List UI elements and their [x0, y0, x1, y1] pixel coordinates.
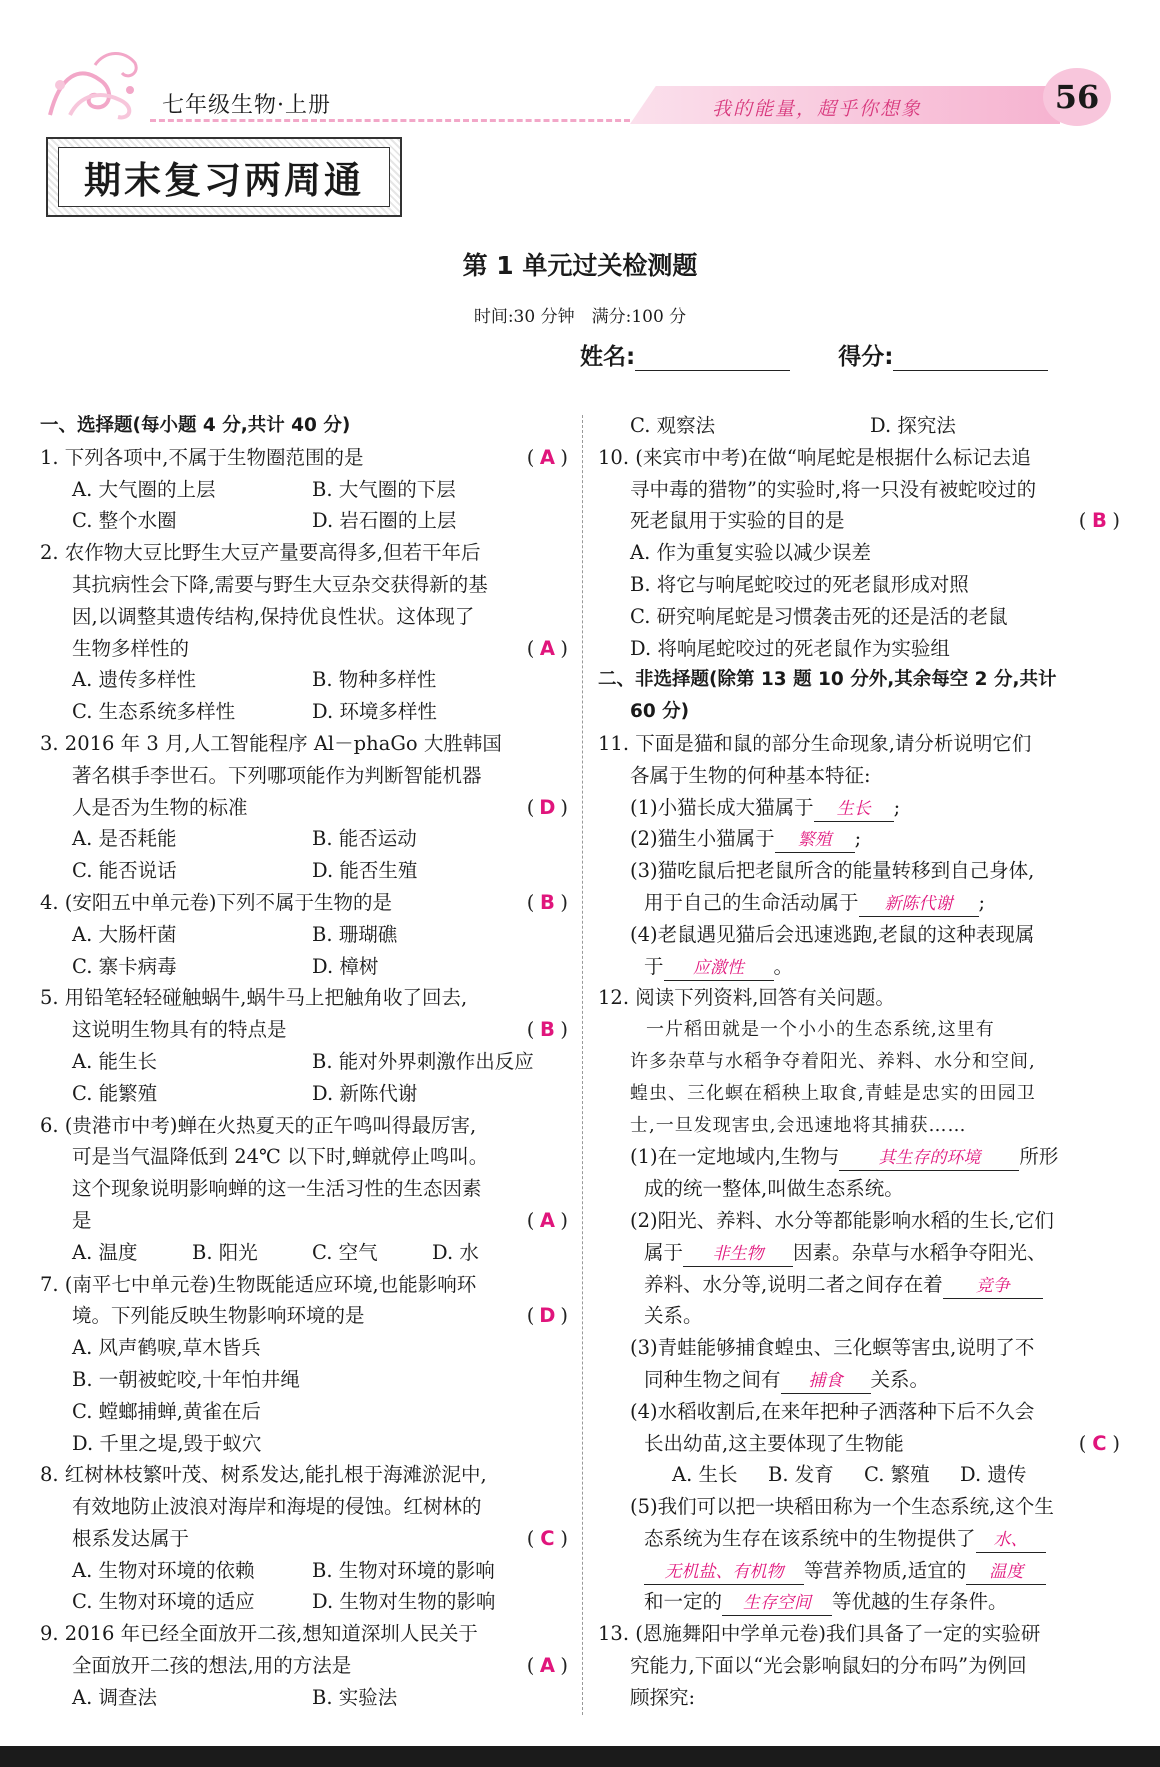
option: B. 生物对环境的影响	[312, 1558, 495, 1582]
name-blank[interactable]	[635, 348, 790, 371]
option: A. 生长	[672, 1463, 738, 1487]
option: D. 生物对生物的影响	[312, 1590, 496, 1614]
sub-question-cont: 养料、水分等,说明二者之间存在着 竞争	[598, 1269, 1120, 1301]
question-5: 5. 用铅笔轻轻碰触蜗牛,蜗牛马上把触角收了回去,	[40, 986, 468, 1010]
option: A. 作为重复实验以减少误差	[630, 541, 871, 565]
reading-passage: 士,一旦发现害虫,会迅速地将其捕获……	[630, 1114, 967, 1136]
options-row	[40, 664, 568, 696]
question-3: 3. 2016 年 3 月,人工智能程序 Al－phaGo 大胜韩国	[40, 731, 502, 755]
sub-question-cont: 态系统为生存在该系统中的生物提供了 水、	[598, 1523, 1120, 1555]
answer-mark: ( A )	[526, 1654, 568, 1678]
question-text: 因,以调整其遗传结构,保持优良性状。这体现了	[72, 604, 475, 628]
question-9: 9. 2016 年已经全面放开二孩,想知道深圳人民关于	[40, 1622, 478, 1646]
section-banner-text: 期末复习两周通	[58, 147, 390, 207]
sub-question: (1)在一定地域内,生物与 其生存的环境 所形	[598, 1141, 1120, 1173]
option: B. 大气圈的下层	[312, 477, 456, 501]
sub-question-cont: 用于自己的生命活动属于 新陈代谢 ;	[598, 887, 1120, 919]
answer-mark: ( C )	[1078, 1431, 1120, 1455]
question-text: 其抗病性会下降,需要与野生大豆杂交获得新的基	[72, 572, 488, 596]
answer-mark: ( A )	[526, 1208, 568, 1232]
answer-blank[interactable]: 应激性	[664, 956, 774, 981]
sub-question-cont: 成的统一整体,叫做生态系统。	[644, 1177, 904, 1201]
options-row	[40, 505, 568, 537]
question-text: 是 ( A )	[40, 1205, 568, 1237]
question-text: 死老鼠用于实验的目的是 ( B )	[598, 505, 1120, 537]
option: A. 是否耗能	[72, 827, 177, 851]
sub-question-cont: 属于 非生物 因素。杂草与水稻争夺阳光、	[598, 1237, 1120, 1269]
option: A. 温度	[72, 1240, 138, 1264]
question-8: 8. 红树林枝繁叶茂、树系发达,能扎根于海滩淤泥中,	[40, 1463, 487, 1487]
question-text: 著名棋手李世石。下列哪项能作为判断智能机器	[72, 763, 482, 787]
options-row	[40, 696, 568, 728]
answer-blank[interactable]: 非生物	[683, 1242, 793, 1267]
left-column	[40, 410, 568, 1714]
answer-blank[interactable]: 温度	[966, 1560, 1046, 1585]
sub-question-cont: 长出幼苗,这主要体现了生物能 ( C )	[598, 1428, 1120, 1460]
option: D. 探究法	[870, 414, 956, 437]
sub-question-cont: 于 应激性 。	[598, 951, 1120, 983]
header-dashed-divider	[150, 119, 630, 122]
answer-mark: ( B )	[526, 890, 568, 914]
sub-question: (3)猫吃鼠后把老鼠所含的能量转移到自己身体,	[630, 859, 1035, 883]
bottom-bar	[0, 1746, 1160, 1767]
option: D. 新陈代谢	[312, 1081, 418, 1105]
question-4: 4. (安阳五中单元卷)下列不属于生物的是 ( B )	[40, 887, 568, 919]
answer-mark: ( D )	[526, 1304, 568, 1328]
question-text: 这说明生物具有的特点是 ( B )	[40, 1014, 568, 1046]
name-score-line	[580, 338, 1048, 371]
sub-question: (1)小猫长成大猫属于 生长 ;	[598, 792, 1120, 824]
sub-question: (4)水稻收割后,在来年把种子洒落种下后不久会	[630, 1399, 1035, 1423]
sub-question: (5)我们可以把一块稻田称为一个生态系统,这个生	[630, 1495, 1054, 1519]
options-row	[40, 1046, 568, 1078]
option: C. 能否说话	[72, 859, 177, 883]
options-row	[40, 1586, 568, 1618]
option: B. 物种多样性	[312, 668, 437, 692]
option: D. 环境多样性	[312, 700, 437, 724]
score-label: 得分:	[838, 344, 894, 370]
question-text: 顾探究:	[630, 1685, 696, 1709]
exam-time-info: 时间:30 分钟 满分:100 分	[473, 307, 687, 327]
option: B. 将它与响尾蛇咬过的死老鼠形成对照	[630, 572, 969, 596]
question-text: 各属于生物的何种基本特征:	[630, 763, 871, 787]
option: C. 能繁殖	[72, 1081, 158, 1105]
question-13: 13. (恩施舞阳中学单元卷)我们具备了一定的实验研	[598, 1622, 1041, 1646]
option: C. 生态系统多样性	[72, 700, 236, 724]
option: B. 实验法	[312, 1685, 398, 1709]
answer-mark: ( D )	[526, 795, 568, 819]
question-11: 11. 下面是猫和鼠的部分生命现象,请分析说明它们	[598, 731, 1032, 755]
options-row	[40, 1682, 568, 1714]
option: D. 能否生殖	[312, 859, 418, 883]
option: D. 樟树	[312, 954, 379, 978]
options-row	[40, 855, 568, 887]
option: B. 珊瑚礁	[312, 922, 398, 946]
answer-blank[interactable]: 繁殖	[775, 828, 855, 853]
answer-blank[interactable]: 捕食	[781, 1369, 871, 1394]
reading-passage: 蝗虫、三化螟在稻秧上取食,青蛙是忠实的田园卫	[630, 1082, 1036, 1104]
option: A. 生物对环境的依赖	[72, 1558, 255, 1582]
question-text: 究能力,下面以“光会影响鼠妇的分布吗”为例回	[630, 1654, 1027, 1678]
question-stem: 1. 下列各项中,不属于生物圈范围的是	[40, 445, 364, 469]
option: B. 阳光	[192, 1240, 258, 1264]
section-heading-nonchoice: 二、非选择题(除第 13 题 10 分外,其余每空 2 分,共计	[598, 669, 1057, 691]
question-text: 人是否为生物的标准 ( D )	[40, 792, 568, 824]
sub-question: (2)阳光、养料、水分等都能影响水稻的生长,它们	[630, 1208, 1054, 1232]
sub-question-cont: 同种生物之间有 捕食 关系。	[598, 1364, 1120, 1396]
option: D. 将响尾蛇咬过的死老鼠作为实验组	[630, 636, 950, 660]
option: C. 生物对环境的适应	[72, 1590, 255, 1614]
option: C. 观察法	[630, 414, 716, 437]
sub-question-cont: 无机盐、有机物 等营养物质,适宜的 温度	[598, 1555, 1120, 1587]
column-divider	[582, 415, 583, 1715]
sub-question-cont: 关系。	[644, 1304, 703, 1328]
option: A. 大肠杆菌	[72, 922, 177, 946]
option: B. 能对外界刺激作出反应	[312, 1049, 534, 1073]
question-text: 根系发达属于 ( C )	[40, 1523, 568, 1555]
option: D. 千里之堤,毁于蚁穴	[72, 1431, 262, 1455]
question-12: 12. 阅读下列资料,回答有关问题。	[598, 986, 895, 1010]
option: C. 螳螂捕蝉,黄雀在后	[72, 1399, 261, 1423]
option: B. 发育	[768, 1463, 834, 1487]
reading-passage: 一片稻田就是一个小小的生态系统,这里有	[646, 1019, 995, 1041]
score-field[interactable]	[838, 338, 1048, 371]
book-title: 七年级生物·上册	[162, 93, 331, 118]
option: C. 寨卡病毒	[72, 954, 177, 978]
question-text: 寻中毒的猎物”的实验时,将一只没有被蛇咬过的	[630, 477, 1037, 501]
section-heading-nonchoice-cont: 60 分)	[630, 701, 690, 723]
section-banner	[46, 137, 402, 217]
option: A. 风声鹤唳,草木皆兵	[72, 1336, 261, 1360]
answer-blank[interactable]: 新陈代谢	[859, 892, 979, 917]
sub-question: (4)老鼠遇见猫后会迅速逃跑,老鼠的这种表现属	[630, 922, 1035, 946]
options-row	[40, 919, 568, 951]
answer-blank[interactable]: 生长	[814, 797, 894, 822]
floral-ornament-icon	[40, 45, 150, 125]
question-text: 这个现象说明影响蝉的这一生活习性的生态因素	[72, 1177, 482, 1201]
sub-question: (2)猫生小猫属于 繁殖 ;	[598, 823, 1120, 855]
answer-mark: ( A )	[526, 445, 568, 469]
question-text: 境。下列能反映生物影响环境的是 ( D )	[40, 1300, 568, 1332]
answer-blank[interactable]: 水、	[976, 1528, 1046, 1553]
option: D. 遗传	[960, 1463, 1027, 1487]
question-10: 10. (来宾市中考)在做“响尾蛇是根据什么标记去追	[598, 445, 1031, 469]
answer-blank[interactable]: 生存空间	[722, 1591, 832, 1616]
option: A. 大气圈的上层	[72, 477, 216, 501]
page-number: 56	[1043, 68, 1111, 126]
options-row	[40, 951, 568, 983]
question-7: 7. (南平七中单元卷)生物既能适应环境,也能影响环	[40, 1272, 477, 1296]
question-1	[40, 442, 568, 474]
answer-mark: ( A )	[526, 636, 568, 660]
options-row	[40, 474, 568, 506]
answer-mark: ( B )	[1078, 509, 1120, 533]
option: C. 整个水圈	[72, 509, 177, 533]
question-text: 全面放开二孩的想法,用的方法是 ( A )	[40, 1650, 568, 1682]
name-field[interactable]	[580, 338, 790, 371]
option: B. 一朝被蛇咬,十年怕井绳	[72, 1367, 300, 1391]
option: D. 水	[432, 1240, 479, 1264]
question-6: 6. (贵港市中考)蝉在火热夏天的正午鸣叫得最厉害,	[40, 1113, 477, 1137]
answer-blank[interactable]: 竞争	[943, 1274, 1043, 1299]
reading-passage: 许多杂草与水稻争夺着阳光、养料、水分和空间,	[630, 1050, 1036, 1072]
options-row	[40, 823, 568, 855]
options-row	[40, 1078, 568, 1110]
option: B. 能否运动	[312, 827, 417, 851]
option: A. 遗传多样性	[72, 668, 196, 692]
header-slogan: 我的能量，超乎你想象	[712, 98, 923, 120]
options-row	[598, 1459, 1120, 1491]
option: C. 研究响尾蛇是习惯袭击死的还是活的老鼠	[630, 604, 1008, 628]
sub-question-cont: 和一定的 生存空间 等优越的生存条件。	[598, 1586, 1120, 1618]
sub-question: (3)青蛙能够捕食蝗虫、三化螟等害虫,说明了不	[630, 1336, 1035, 1360]
question-text: 有效地防止波浪对海岸和海堤的侵蚀。红树林的	[72, 1495, 482, 1519]
right-column	[598, 410, 1120, 1714]
answer-blank[interactable]: 无机盐、有机物	[644, 1560, 804, 1585]
question-2: 2. 农作物大豆比野生大豆产量要高得多,但若干年后	[40, 541, 481, 565]
option: C. 繁殖	[864, 1463, 930, 1487]
answer-mark: ( C )	[526, 1526, 568, 1550]
exam-title: 第 1 单元过关检测题	[462, 251, 698, 280]
options-row	[598, 410, 1120, 442]
option: C. 空气	[312, 1240, 378, 1264]
answer-blank[interactable]: 其生存的环境	[839, 1146, 1019, 1171]
option: A. 能生长	[72, 1049, 157, 1073]
name-label: 姓名:	[580, 344, 636, 370]
option: A. 调查法	[72, 1685, 157, 1709]
options-row	[40, 1555, 568, 1587]
question-text: 可是当气温降低到 24℃ 以下时,蝉就停止鸣叫。	[72, 1145, 489, 1169]
score-blank[interactable]	[893, 348, 1048, 371]
options-row	[40, 1237, 568, 1269]
section-heading-choice: 一、选择题(每小题 4 分,共计 40 分)	[40, 415, 351, 436]
answer-mark: ( B )	[526, 1018, 568, 1042]
option: D. 岩石圈的上层	[312, 509, 457, 533]
question-text: 生物多样性的 ( A )	[40, 633, 568, 665]
